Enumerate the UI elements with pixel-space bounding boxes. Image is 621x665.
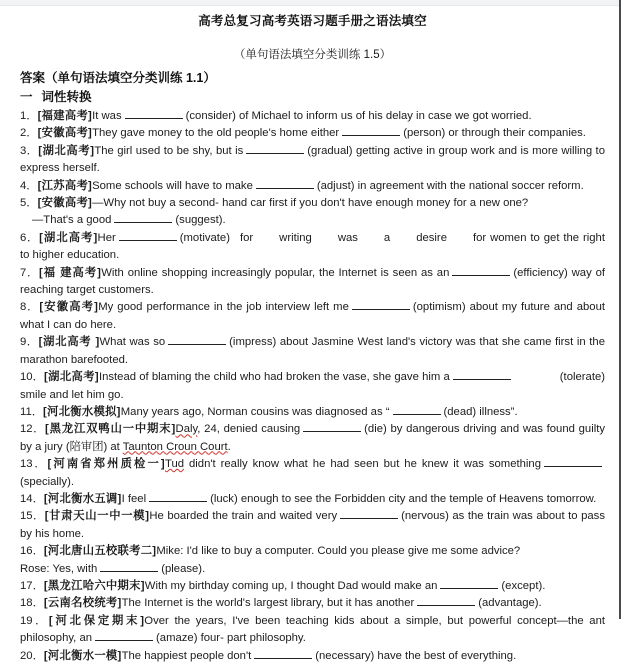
- answer-blank[interactable]: [168, 334, 226, 345]
- question-item: [20, 178, 605, 195]
- question-dialogue-line-2-before: —That's a good: [32, 214, 112, 227]
- question-text-before: Over the years, I've been teaching kids about a simple, but powerful concept—the ant philosophy, an: [20, 614, 606, 645]
- question-number: 19．: [20, 614, 49, 627]
- question-source-tag: [安徽高考]: [37, 197, 93, 210]
- question-item: [20, 508, 605, 543]
- question-source-tag: [湖北高考 ]: [38, 336, 100, 349]
- question-text-before: didn't really know what he had seen but he knew it was something: [184, 458, 541, 471]
- question-item: [20, 195, 605, 212]
- question-item: [20, 491, 605, 508]
- answer-blank[interactable]: [303, 421, 361, 432]
- question-number: 15．: [20, 510, 45, 523]
- question-number: 7．: [20, 266, 40, 279]
- answer-blank[interactable]: [440, 578, 498, 589]
- question-text-after: (except).: [501, 579, 546, 592]
- question-text-before: The girl used to be shy, but is: [94, 144, 244, 157]
- question-number: 4．: [20, 179, 38, 192]
- question-text-after: (person) or through their companies.: [403, 127, 586, 140]
- answer-blank[interactable]: [95, 630, 153, 641]
- question-number: 8．: [20, 301, 40, 314]
- question-dialogue-line-1: Mike: I'd like to buy a computer. Could you please give me some advice?: [156, 545, 521, 558]
- question-item: [20, 265, 605, 300]
- answer-section-heading: 答案（单句语法填空分类训练 1.1）: [20, 71, 216, 85]
- question-source-tag: [河北衡水模拟]: [43, 405, 121, 418]
- question-dialogue-line-2-before: Rose: Yes, with: [20, 562, 98, 575]
- question-number: 11．: [20, 405, 44, 418]
- answer-blank[interactable]: [417, 595, 475, 606]
- question-source-tag: [河北衡水五调]: [43, 492, 122, 505]
- question-item: [20, 648, 605, 665]
- question-number: 20．: [20, 649, 44, 662]
- question-text-before: I feel: [121, 492, 147, 505]
- question-text-after: (advantage).: [478, 597, 542, 610]
- question-text-after: (nervous) as the train was about to pass by his home.: [20, 510, 605, 540]
- question-text-before: With online shopping increasingly popular, the Internet is seen as an: [101, 266, 450, 279]
- answer-blank[interactable]: [256, 178, 314, 189]
- question-item: [20, 125, 605, 142]
- question-text-before: Instead of blaming the child who had broken the vase, she gave him a: [98, 371, 450, 384]
- question-text-before: My good performance in the job interview left me: [98, 301, 349, 314]
- question-text-before: They gave money to the old people's home either: [92, 127, 340, 140]
- question-text-after: (efficiency) way of reaching target customers.: [20, 266, 605, 297]
- answer-blank[interactable]: [544, 456, 602, 467]
- document-subtitle: （单句语法填空分类训练 1.5）: [233, 49, 392, 61]
- section-heading: [20, 89, 605, 105]
- question-item: [20, 578, 605, 595]
- answer-blank[interactable]: [100, 561, 158, 572]
- answer-blank[interactable]: [125, 108, 183, 119]
- question-word: writing: [279, 231, 312, 244]
- question-source-tag: [河北唐山五校联考二]: [43, 545, 157, 558]
- question-dialogue-line-2-after: (suggest).: [175, 214, 226, 227]
- answer-blank[interactable]: [393, 404, 441, 415]
- answer-blank[interactable]: [149, 491, 207, 502]
- question-number: 1．: [20, 110, 38, 122]
- question-dialogue-line-1: —Why not buy a second- hand car first if you don't have enough money for a new one?: [92, 197, 529, 210]
- answer-blank[interactable]: [246, 143, 304, 154]
- question-source-tag: [福建高考]: [37, 110, 93, 122]
- question-source-tag: [湖北高考]: [44, 371, 99, 384]
- question-number: 6．: [20, 231, 40, 244]
- question-source-tag: [河南省郑州质检一]: [47, 458, 165, 471]
- question-text-before: He boarded the train and waited very: [149, 510, 338, 523]
- question-number: 18．: [20, 597, 44, 610]
- question-text-after: (luck) enough to see the Forbidden city and the temple of Heavens tomorrow.: [210, 492, 597, 505]
- question-item: [20, 595, 605, 612]
- question-source-tag: [江苏高考]: [37, 179, 93, 192]
- question-text-after: (amaze) four- part philosophy.: [156, 632, 306, 645]
- question-dialogue-line-2-after: (please).: [161, 562, 206, 575]
- question-text-after: (tolerate) smile and let him go.: [20, 371, 606, 401]
- question-source-tag: [湖北高考]: [38, 144, 95, 157]
- question-item: [20, 334, 605, 369]
- question-number: 5．: [20, 197, 38, 210]
- question-text-after: (impress) about Jasmine West land's victory was that she came first in the marathon barefooted.: [20, 336, 605, 366]
- question-word: desire: [416, 231, 447, 244]
- question-word: for: [239, 231, 254, 244]
- question-source-tag: [黑龙江双鸭山一中期末]: [45, 423, 176, 436]
- question-word: (motivate): [179, 231, 230, 244]
- question-item: [20, 108, 605, 125]
- question-source-tag: [安徽高考]: [39, 301, 99, 314]
- question-text-before: The happiest people don't: [121, 649, 252, 662]
- question-item: [20, 369, 605, 404]
- answer-blank[interactable]: [452, 265, 510, 276]
- answer-blank[interactable]: [352, 299, 410, 310]
- question-text-after: (necessary) have the best of everything.: [315, 649, 517, 662]
- misspelled-word: Daly: [175, 423, 198, 436]
- question-text-after: (optimism) about my future and about what I can do here.: [20, 301, 605, 331]
- question-text-before: Some schools will have to make: [92, 179, 253, 192]
- misspelled-word: Tud: [164, 458, 185, 471]
- question-source-tag: [黑龙江哈六中期末]: [43, 579, 145, 592]
- misspelled-phrase: Taunton Croun Court: [122, 440, 228, 453]
- question-item: [20, 456, 605, 491]
- question-text-before: What was so: [99, 336, 166, 349]
- question-text-after: (gradual) getting active in group work and is more willing to express herself.: [20, 144, 605, 175]
- question-number: 12．: [20, 423, 46, 436]
- question-number: 10．: [20, 371, 45, 384]
- answer-blank[interactable]: [119, 230, 177, 241]
- question-text-after: (consider) of Michael to inform us of his delay in case we got worried.: [185, 110, 532, 122]
- question-text-before: Many years ago, Norman cousins was diagnosed as “: [120, 405, 390, 418]
- question-text-before: With my birthday coming up, I thought Dad would make an: [144, 579, 438, 592]
- question-text-before: It was: [92, 110, 122, 122]
- question-text-after: (die) by dangerous driving and was found guilty by a jury (陪审团) at: [20, 423, 605, 453]
- question-number: 17．: [20, 579, 44, 592]
- document-title: 高考总复习高考英语习题手册之语法填空: [198, 14, 427, 28]
- question-source-tag: [河北衡水一模]: [43, 649, 122, 662]
- question-source-tag: [甘肃天山一中一模]: [44, 510, 150, 523]
- question-text-after: (dead) illness”.: [443, 405, 518, 418]
- question-number: 13．: [20, 458, 48, 471]
- question-word: for women to get the right to higher education.: [20, 231, 605, 262]
- document-content: [0, 6, 619, 662]
- question-text-before: Her: [97, 231, 116, 244]
- question-item: [20, 543, 605, 560]
- question-number: 2．: [20, 127, 38, 140]
- question-item: [20, 230, 605, 265]
- question-item: [20, 421, 605, 456]
- question-source-tag: [安徽高考]: [37, 127, 93, 140]
- question-item: [20, 613, 605, 648]
- answer-blank[interactable]: [342, 125, 400, 136]
- question-source-tag: [河北保定期末]: [48, 614, 145, 627]
- question-text-after: (specially).: [20, 475, 74, 488]
- question-list: [20, 108, 605, 665]
- question-continuation: [20, 561, 605, 578]
- answer-blank[interactable]: [114, 212, 172, 223]
- question-text-tail: .: [227, 440, 231, 453]
- answer-blank[interactable]: [453, 369, 511, 380]
- question-source-tag: [湖北高考]: [39, 231, 98, 244]
- section-number: 一: [20, 90, 33, 104]
- question-number: 14．: [20, 492, 44, 505]
- section-title: 词性转换: [41, 90, 92, 104]
- question-text-after: (adjust) in agreement with the national soccer reform.: [316, 179, 584, 192]
- question-number: 9．: [20, 336, 39, 349]
- question-word: was: [337, 231, 358, 244]
- answer-blank[interactable]: [340, 508, 398, 519]
- question-text-before: , 24, denied causing: [197, 423, 301, 436]
- question-text-before: The Internet is the world's largest library, but it has another: [121, 597, 415, 610]
- question-word: a: [383, 231, 391, 244]
- question-item: [20, 299, 605, 334]
- question-item: [20, 143, 605, 178]
- question-source-tag: [福 建高考]: [39, 266, 102, 279]
- answer-blank[interactable]: [254, 648, 312, 659]
- question-source-tag: [云南名校统考]: [43, 597, 122, 610]
- question-continuation: [20, 212, 605, 229]
- question-item: [20, 404, 605, 421]
- question-number: 16．: [20, 545, 44, 558]
- question-number: 3．: [20, 144, 39, 157]
